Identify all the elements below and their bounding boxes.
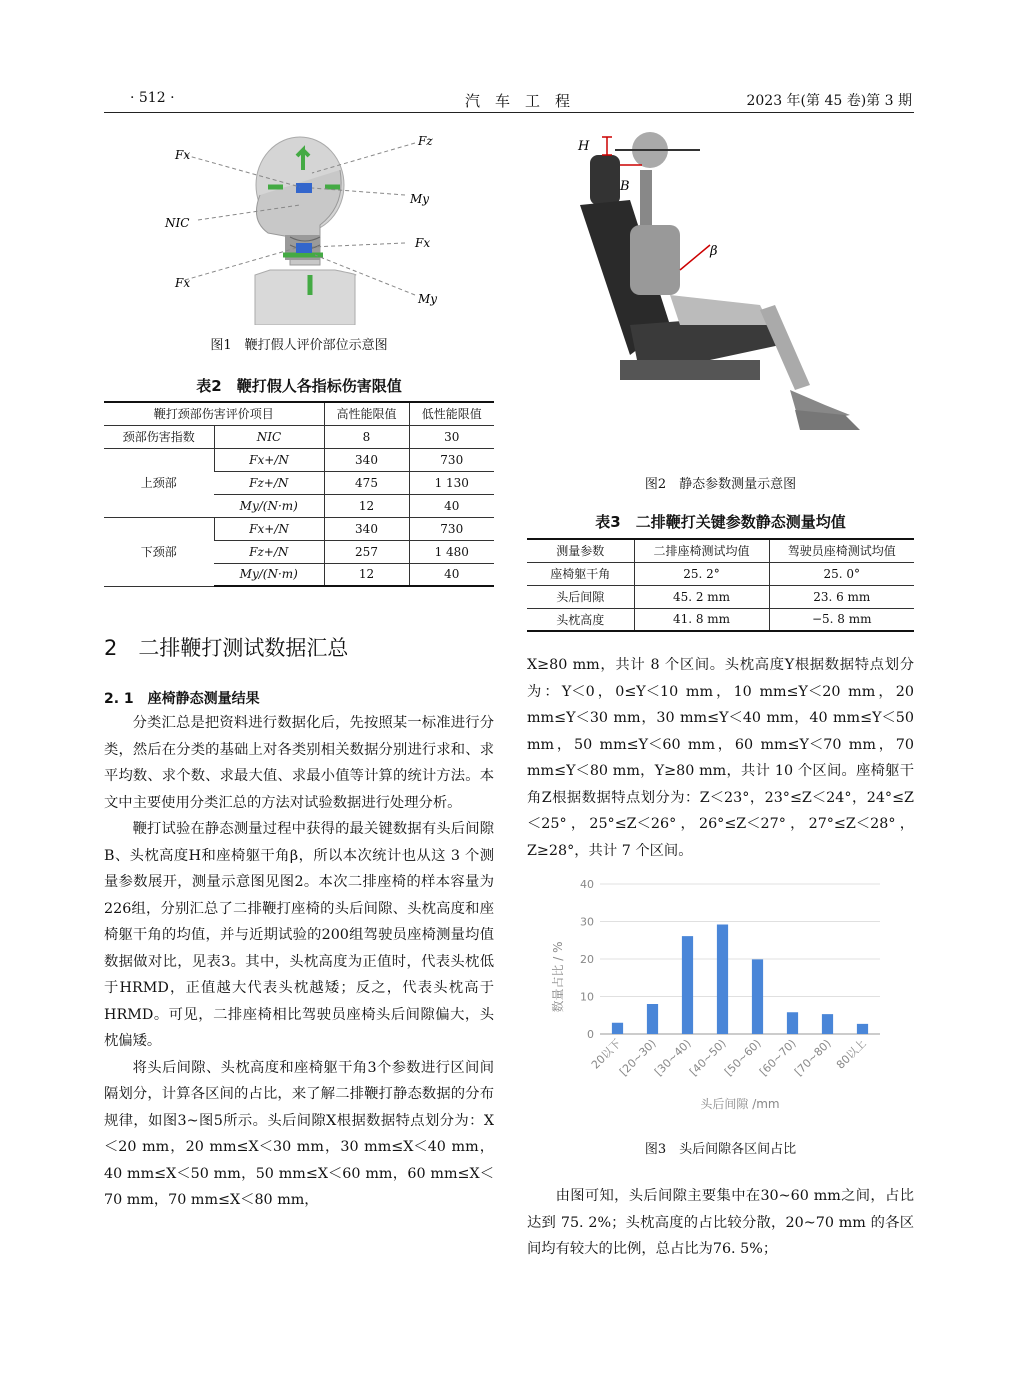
t3-driver: −5. 8 mm — [769, 608, 914, 631]
x-tick-label: [70~80) — [792, 1036, 834, 1079]
t2-upper-low: 730 — [409, 448, 494, 471]
label-fx-left: Fx — [175, 276, 191, 290]
figure-1-caption: 图1 鞭打假人评价部位示意图 — [210, 338, 388, 353]
y-tick-label: 0 — [587, 1028, 594, 1041]
paragraph: X≥80 mm，共计 8 个区间。头枕高度Y根据数据特点划分为：Y＜0，0≤Y＜10 mm，10 mm≤Y＜20 mm，20 mm≤Y＜30 mm，30 mm≤Y＜40 mm，40 mm≤Y＜50 mm，50 mm≤Y＜60 mm，60 mm≤Y＜70 mm，70 mm≤Y＜80 mm，Y≥80 mm，共计 10 个区间。座椅躯干角Z根据数据特点划分为：Z＜23°，23°≤Z＜24°，24°≤Z＜25°，25°≤Z＜26°，26°≤Z＜27°，27°≤Z＜28°，Z≥28°，共计 7 个区间。 — [527, 657, 914, 859]
y-tick-label: 40 — [580, 878, 594, 891]
figure-2 — [560, 125, 880, 455]
bar — [717, 925, 728, 1035]
chart-x-label: 头后间隙 /mm — [700, 1097, 780, 1111]
figure-3-caption: 图3 头后间隙各区间占比 — [644, 1142, 797, 1157]
label-b: B — [620, 179, 630, 194]
x-tick-label: [30~40) — [652, 1036, 694, 1079]
t2-lower-low: 40 — [409, 563, 494, 586]
label-h: H — [578, 139, 590, 154]
paragraph: 分类汇总是把资料进行数据化后，先按照某一标准进行分类，然后在分类的基础上对各类别相关数据分别进行求和、求平均数、求个数、求最大值、求最小值等计算的统计方法。本文中主要使用分类汇总的方法对试验数据进行处理分析。 — [104, 715, 494, 811]
t2-upper-metric: My/(N·m) — [214, 494, 324, 517]
t3-rear: 41. 8 mm — [634, 608, 769, 631]
t2-upper-high: 475 — [324, 471, 409, 494]
bar — [787, 1012, 798, 1034]
x-tick-label: [20~30) — [617, 1036, 659, 1079]
t3-param: 头后间隙 — [527, 585, 634, 608]
t2-nic-low: 30 — [409, 425, 494, 448]
chart-x-ticks — [589, 1036, 869, 1078]
t3-header-driver: 驾驶员座椅测试均值 — [769, 539, 914, 562]
t2-upper-high: 340 — [324, 448, 409, 471]
t2-lower-group: 下颈部 — [104, 517, 214, 586]
x-tick-label: 20以下 — [588, 1036, 624, 1072]
t3-driver: 25. 0° — [769, 562, 914, 585]
label-beta: β — [710, 244, 718, 259]
t2-header-item: 鞭打颈部伤害评价项目 — [104, 402, 324, 425]
t3-param: 头枕高度 — [527, 608, 634, 631]
t2-lower-metric: Fx+/N — [214, 517, 324, 540]
header-rule — [104, 112, 914, 113]
t2-lower-high: 257 — [324, 540, 409, 563]
paragraph: 鞭打试验在静态测量过程中获得的最关键数据有头后间隙B、头枕高度H和座椅躯干角β，所以本次统计也从这 3 个测量参数展开，测量示意图见图2。本次二排座椅的样本容量为226组，分别汇总了二排鞭打座椅的头后间隙、头枕高度和座椅躯干角的均值，并与近期试验的200组驾驶员座椅测量均值数据做对比，见表3。其中，头枕高度为正值时，代表头枕低于HRMD，正值越大代表头枕越矮；反之，代表头枕高于HRMD。可见，二排座椅相比驾驶员座椅头后间隙偏大，头枕偏矮。 — [104, 821, 494, 1049]
chart-y-label: 数量占比 / % — [551, 941, 565, 1013]
section-heading: 2 二排鞭打测试数据汇总 — [104, 636, 349, 660]
t2-lower-high: 12 — [324, 563, 409, 586]
figure-1 — [150, 125, 450, 325]
label-fx-upper: Fx — [175, 148, 191, 162]
figure-2-caption: 图2 静态参数测量示意图 — [644, 477, 797, 492]
t2-nic-high: 8 — [324, 425, 409, 448]
t3-driver: 23. 6 mm — [769, 585, 914, 608]
t2-lower-high: 340 — [324, 517, 409, 540]
label-my-lower: My — [418, 292, 438, 306]
t3-rear: 45. 2 mm — [634, 585, 769, 608]
t2-lower-low: 730 — [409, 517, 494, 540]
t2-header-low: 低性能限值 — [409, 402, 494, 425]
issue-info: 2023 年(第 45 卷)第 3 期 — [746, 93, 912, 109]
bar — [752, 959, 763, 1034]
whiplash-dummy-illustration — [150, 125, 450, 325]
t2-lower-low: 1 480 — [409, 540, 494, 563]
subsection-heading: 2. 1 座椅静态测量结果 — [104, 691, 260, 707]
t3-rear: 25. 2° — [634, 562, 769, 585]
bar — [647, 1004, 658, 1034]
bar — [857, 1024, 868, 1034]
chart-grid — [600, 884, 880, 1034]
label-nic: NIC — [165, 216, 190, 230]
bar — [682, 936, 693, 1034]
x-tick-label: 80以上 — [833, 1036, 869, 1072]
seat-measurement-illustration — [560, 125, 880, 455]
right-column-text-2 — [527, 1183, 914, 1263]
t2-upper-high: 12 — [324, 494, 409, 517]
journal-name: 汽 车 工 程 — [465, 92, 571, 110]
chart-y-ticks — [580, 878, 594, 1041]
paragraph: 由图可知，头后间隙主要集中在30~60 mm之间，占比达到 75. 2%；头枕高度的占比较分散，20~70 mm 的各区间均有较大的比例，总占比为76. 5%； — [527, 1188, 914, 1257]
t2-upper-metric: Fx+/N — [214, 448, 324, 471]
y-tick-label: 30 — [580, 915, 594, 929]
table-2-title: 表2 鞭打假人各指标伤害限值 — [196, 377, 402, 395]
t2-upper-low: 40 — [409, 494, 494, 517]
y-tick-label: 10 — [580, 990, 594, 1004]
t2-upper-low: 1 130 — [409, 471, 494, 494]
t3-param: 座椅躯干角 — [527, 562, 634, 585]
t2-lower-metric: My/(N·m) — [214, 563, 324, 586]
t2-lower-metric: Fz+/N — [214, 540, 324, 563]
label-fz: Fz — [418, 134, 433, 148]
t2-nic-metric: NIC — [214, 425, 324, 448]
bar — [612, 1023, 623, 1034]
t2-nic-group: 颈部伤害指数 — [104, 425, 214, 448]
x-tick-label: [50~60) — [722, 1036, 764, 1079]
paragraph: 将头后间隙、头枕高度和座椅躯干角3个参数进行区间间隔划分，计算各区间的占比，来了解二排鞭打静态数据的分布规律，如图3~图5所示。头后间隙X根据数据特点划分为：X＜20 mm，20 mm≤X＜30 mm，30 mm≤X＜40 mm，40 mm≤X＜50 mm，50 mm≤X＜60 mm，60 mm≤X＜70 mm，70 mm≤X＜80 mm， — [104, 1059, 494, 1208]
y-tick-label: 20 — [580, 953, 594, 966]
x-tick-label: [40~50) — [687, 1036, 729, 1079]
label-fx-lower: Fx — [415, 236, 431, 250]
x-tick-label: [60~70) — [757, 1036, 799, 1079]
t2-upper-metric: Fz+/N — [214, 471, 324, 494]
right-column-text — [527, 652, 914, 864]
bar — [822, 1014, 833, 1034]
label-my-upper: My — [410, 192, 430, 206]
t2-upper-group: 上颈部 — [104, 448, 214, 517]
table-2 — [104, 401, 494, 587]
table-3-title: 表3 二排鞭打关键参数静态测量均值 — [595, 513, 846, 531]
t3-header-param: 测量参数 — [527, 539, 634, 562]
left-column-text — [104, 710, 494, 1214]
figure-3-chart — [540, 872, 900, 1122]
page-number: · 512 · — [130, 90, 175, 106]
chart-bars — [612, 925, 868, 1035]
t3-header-rear: 二排座椅测试均值 — [634, 539, 769, 562]
table-3 — [527, 538, 914, 632]
t2-header-high: 高性能限值 — [324, 402, 409, 425]
